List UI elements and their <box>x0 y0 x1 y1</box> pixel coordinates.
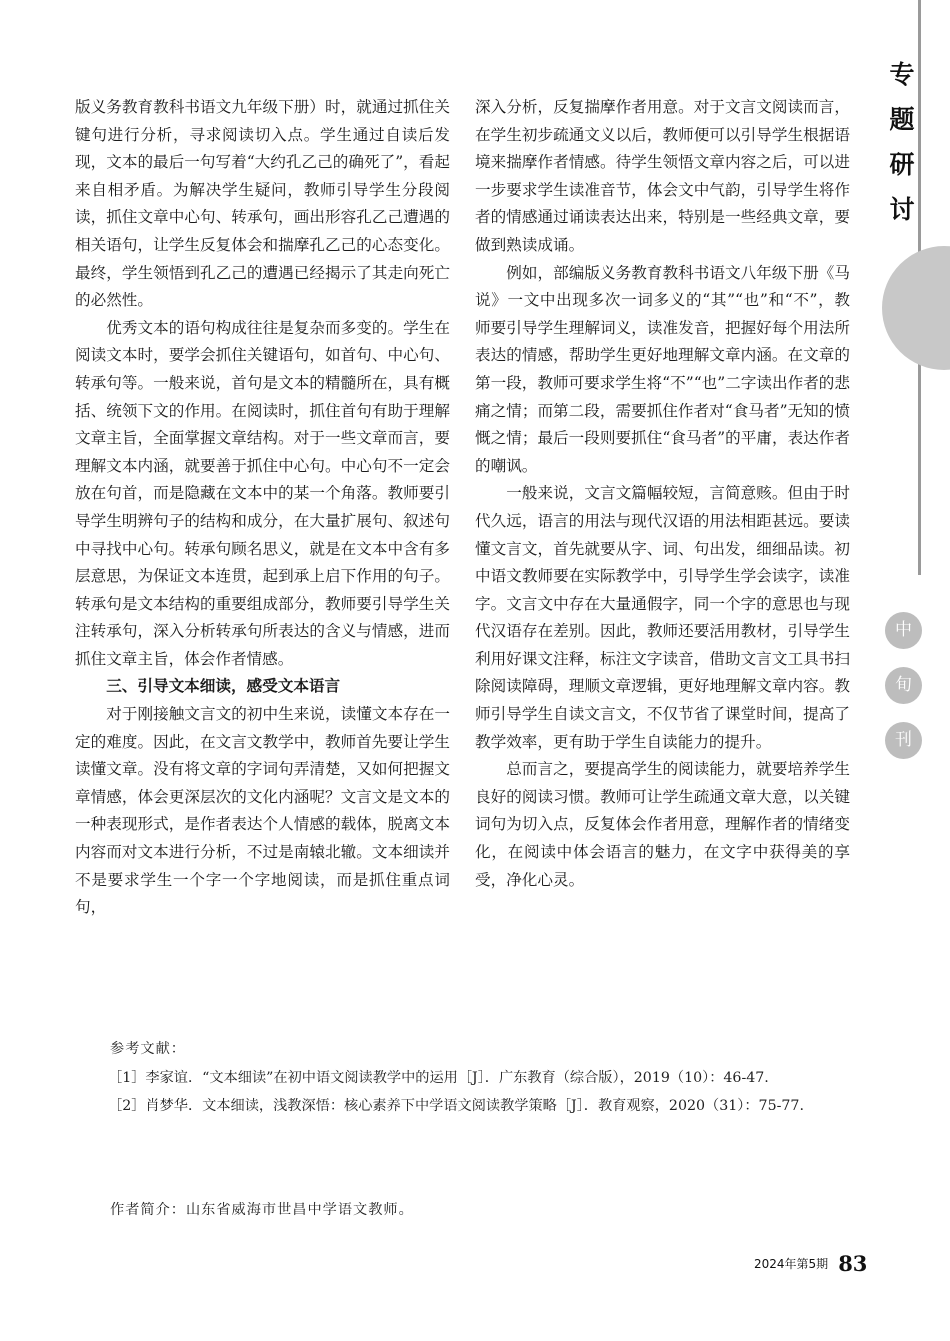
paragraph: 总而言之，要提高学生的阅读能力，就要培养学生良好的阅读习惯。教师可让学生疏通文章大意，以关键词句为切入点，反复体会作者用意，理解作者的情绪变化，在阅读中体会语言的魅力，在文字中获得美的享受，净化心灵。 <box>475 760 850 889</box>
references <box>75 1035 850 1121</box>
references-title: 参考文献： <box>110 1041 186 1057</box>
left-column <box>75 94 450 922</box>
journal-badge-zhong: 中 <box>885 612 922 649</box>
section-title-char: 讨 <box>889 195 915 224</box>
paragraph: 对于刚接触文言文的初中生来说，读懂文本存在一定的难度。因此，在文言文教学中，教师首先要让学生读懂文章。没有将文章的字词句弄清楚，又如何把握文章情感，体会更深层次的文化内涵呢？文言文是文本的一种表现形式，是作者表达个人情感的载体，脱离文本内容而对文本进行分析，不过是南辕北辙。文本细读并不是要求学生一个字一个字地阅读，而是抓住重点词句， <box>75 705 450 917</box>
section-title-char: 研 <box>889 150 915 179</box>
issue-label: 2024年第5期 <box>754 1257 829 1271</box>
decorative-circle <box>882 246 950 370</box>
section-title-vertical <box>884 52 920 232</box>
page-number: 83 <box>838 1251 868 1276</box>
paragraph: 例如，部编版义务教育教科书语文八年级下册《马说》一文中出现多次一词多义的“其”“也”和“不”，教师要引导学生理解词义，读准发音，把握好每个用法所表达的情感，帮助学生更好地理解文章内涵。在文章的第一段，教师可要求学生将“不”“也”二字读出作者的悲痛之情；而第二段，需要抓住作者对“食马者”无知的愤慨之情；最后一段则要抓住“食马者”的平庸，表达作者的嘲讽。 <box>475 263 850 475</box>
paragraph: 优秀文本的语句构成往往是复杂而多变的。学生在阅读文本时，要学会抓住关键语句，如首句、中心句、转承句等。一般来说，首句是文本的精髓所在，具有概括、统领下文的作用。在阅读时，抓住首句有助于理解文章主旨，全面掌握文章结构。对于一些文章而言，要理解文本内涵，就要善于抓住中心句。中心句不一定会放在句首，而是隐藏在文本中的某一个角落。教师要引导学生明辨句子的结构和成分，在大量扩展句、叙述句中寻找中心句。转承句顾名思义，就是在文本中含有多层意思，为保证文本连贯，起到承上启下作用的句子。转承句是文本结构的重要组成部分，教师要引导学生关注转承句，深入分析转承句所表达的含义与情感，进而抓住文章主旨，体会作者情感。 <box>75 318 450 668</box>
paragraph: 一般来说，文言文篇幅较短，言简意赅。但由于时代久远，语言的用法与现代汉语的用法相距甚远。要读懂文言文，首先就要从字、词、句出发，细细品读。初中语文教师要在实际教学中，引导学生学会读字，读准字。文言文中存在大量通假字，同一个字的意思也与现代汉语存在差别。因此，教师还要活用教材，引导学生利用好课文注释，标注文字读音，借助文言文工具书扫除阅读障碍，理顺文章逻辑，更好地理解文章内容。教师引导学生自读文言文，不仅节省了课堂时间，提高了教学效率，更有助于学生自读能力的提升。 <box>475 484 850 751</box>
section-heading: 三、引导文本细读，感受文本语言 <box>106 677 341 696</box>
journal-badge-kan: 刊 <box>885 722 922 759</box>
paragraph: 版义务教育教科书语文九年级下册）时，就通过抓住关键句进行分析，寻求阅读切入点。学生通过自读后发现，文本的最后一句写着“大约孔乙己的确死了”，看起来自相矛盾。为解决学生疑问，教师引导学生分段阅读，抓住文章中心句、转承句，画出形容孔乙己遭遇的相关语句，让学生反复体会和揣摩孔乙己的心态变化。最终，学生领悟到孔乙己的遭遇已经揭示了其走向死亡的必然性。 <box>75 98 450 310</box>
right-column <box>475 94 850 894</box>
reference-item: ［2］肖梦华．文本细读，浅教深悟：核心素养下中学语文阅读教学策略［J］．教育观察，2020（31）：75-77. <box>108 1098 804 1115</box>
journal-badge-xun: 旬 <box>885 667 922 704</box>
page-footer <box>754 1251 867 1276</box>
paragraph: 深入分析，反复揣摩作者用意。对于文言文阅读而言，在学生初步疏通文义以后，教师便可以引导学生根据语境来揣摩作者情感。待学生领悟文章内容之后，可以进一步要求学生读准音节，体会文中气韵，引导学生将作者的情感通过诵读表达出来，特别是一些经典文章，要做到熟读成诵。 <box>475 98 850 254</box>
section-title-char: 题 <box>889 105 915 134</box>
section-title-char: 专 <box>889 60 915 89</box>
author-note: 作者简介：山东省威海市世昌中学语文教师。 <box>110 1202 414 1218</box>
reference-item: ［1］李家谊．“文本细读”在初中语文阅读教学中的运用［J］．广东教育（综合版），2019（10）：46-47. <box>108 1069 769 1086</box>
